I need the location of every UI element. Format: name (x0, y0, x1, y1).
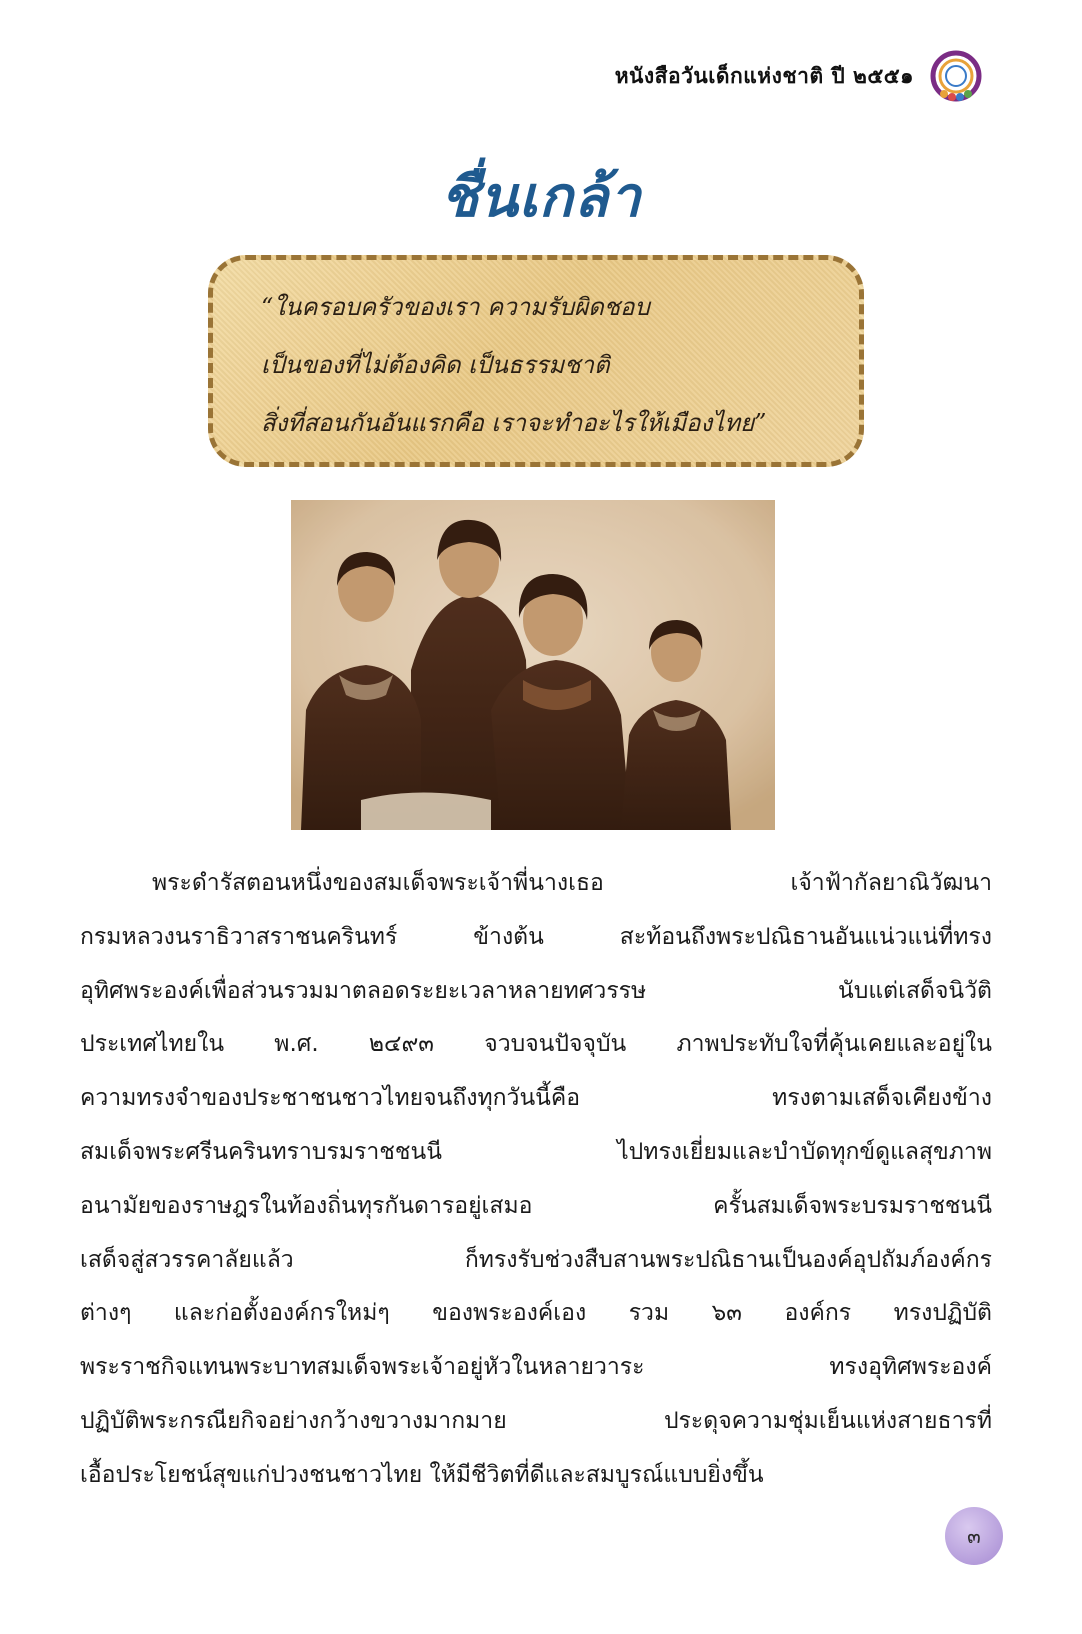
body-text (80, 857, 992, 1503)
body-line: เอื้อประโยชน์สุขแก่ปวงชนชาวไทย ให้มีชีวิตที่ดีและสมบูรณ์แบบยิ่งขึ้น (80, 1461, 764, 1488)
body-line: ประเทศไทยใน พ.ศ. ๒๔๙๓ จวบจนปัจจุบัน ภาพประทับใจที่คุ้นเคยและอยู่ใน (80, 1031, 992, 1058)
body-paragraph (80, 857, 992, 1503)
quote-line: “ในครอบครัวของเรา ความรับผิดชอบ (261, 293, 650, 321)
national-children-day-emblem-icon (930, 50, 982, 102)
body-line: อุทิศพระองค์เพื่อส่วนรวมมาตลอดระยะเวลาหลายทศวรรษ นับแต่เสด็จนิวัติ (80, 977, 992, 1004)
quote-line: สิ่งที่สอนกันอันแรกคือ เราจะทำอะไรให้เมืองไทย” (261, 409, 767, 437)
body-line: อนามัยของราษฎรในท้องถิ่นทุรกันดารอยู่เสมอ ครั้นสมเด็จพระบรมราชชนนี (80, 1192, 992, 1219)
page-number: ๓ (945, 1507, 1003, 1565)
header-title: หนังสือวันเด็กแห่งชาติ ปี ๒๕๕๑ (614, 63, 914, 88)
page-header (615, 50, 982, 102)
body-line: เสด็จสู่สวรรคาลัยแล้ว ก็ทรงรับช่วงสืบสานพระปณิธานเป็นองค์อุปถัมภ์องค์กร (80, 1246, 992, 1273)
family-portrait-photo (291, 500, 775, 830)
quote-box (208, 255, 864, 467)
body-line: ต่างๆ และก่อตั้งองค์กรใหม่ๆ ของพระองค์เอง รวม ๖๓ องค์กร ทรงปฏิบัติ (80, 1300, 992, 1327)
quote-line: เป็นของที่ไม่ต้องคิด เป็นธรรมชาติ (261, 351, 610, 379)
page-title: ชื่นเกล้า (440, 164, 642, 230)
body-line: กรมหลวงนราธิวาสราชนครินทร์ ข้างต้น สะท้อนถึงพระปณิธานอันแน่วแน่ที่ทรง (80, 923, 992, 950)
body-line: พระดำรัสตอนหนึ่งของสมเด็จพระเจ้าพี่นางเธอ เจ้าฟ้ากัลยาณิวัฒนา (152, 870, 992, 896)
body-line: ปฏิบัติพระกรณียกิจอย่างกว้างขวางมากมาย ประดุจความชุ่มเย็นแห่งสายธารที่ (80, 1407, 992, 1434)
body-line: พระราชกิจแทนพระบาทสมเด็จพระเจ้าอยู่หัวในหลายวาระ ทรงอุทิศพระองค์ (80, 1354, 992, 1381)
body-line: ความทรงจำของประชาชนชาวไทยจนถึงทุกวันนี้คือ ทรงตามเสด็จเคียงข้าง (80, 1085, 992, 1112)
body-line: สมเด็จพระศรีนครินทราบรมราชชนนี ไปทรงเยี่ยมและบำบัดทุกข์ดูแลสุขภาพ (80, 1138, 992, 1165)
